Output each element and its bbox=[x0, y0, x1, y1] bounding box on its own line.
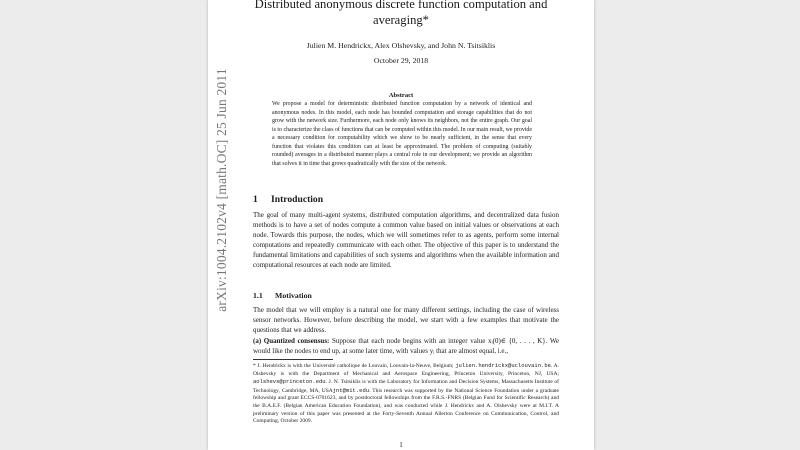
section-number: 1 bbox=[253, 194, 258, 205]
arxiv-identifier: arXiv:1004.2102v4 [math.OC] 25 Jun 2011 bbox=[214, 68, 229, 312]
quantized-consensus-paragraph bbox=[253, 337, 559, 357]
abstract-text: We propose a model for deterministic distributed function computation by a network of identical and anonymous nodes. In this model, each node has bounded computation and storage capabilities that do not grow with the network size. Furthermore, each node only knows its neighbors, not the entire graph. Our goal is to characterize the class of functions that can be computed within this model. In our main result, we provide a necessary condition for computability which we show to be nearly sufficient, in the sense that every function that violates this condition can at least be approximated. The problem of computing (suitably rounded) averages in a distributed manner plays a central role in our development; we provide an algorithm that solves it in time that grows quadratically with the size of the network. bbox=[272, 101, 532, 167]
footnote bbox=[253, 362, 559, 426]
footnote-part-2: . A. Olshevsky is with the Department of Mechanical and Aerospace Engineering, Princeton University, Princeton, NJ, USA; bbox=[253, 363, 559, 377]
subsection-title: Motivation bbox=[275, 291, 312, 300]
footnote-email-1: julien.hendrickx@uclouvain.be bbox=[455, 362, 551, 369]
section-title: Introduction bbox=[271, 194, 324, 205]
footnote-email-3: jnt@mit.edu bbox=[332, 386, 370, 394]
footnote-part-1: * J. Hendrickx is with the Université catholique de Louvain, Louvain-la-Neuve, Belgium; bbox=[253, 363, 456, 369]
quantized-label: (a) Quantized consensus: bbox=[253, 336, 330, 345]
authors: Julien M. Hendrickx, Alex Olshevsky, and John N. Tsitsiklis bbox=[306, 41, 496, 50]
subsection-number: 1.1 bbox=[253, 291, 263, 300]
paper-page bbox=[208, 0, 594, 450]
section-heading bbox=[253, 194, 323, 205]
abstract-heading: Abstract bbox=[388, 92, 414, 99]
footnote-part-3: . J. N. Tsitsiklis is with the Laboratory for Information and Decision Systems, Massachusetts Institute of Technology, Cambridge, MA, USA bbox=[253, 379, 559, 394]
date: October 29, 2018 bbox=[373, 56, 429, 65]
subsection-heading bbox=[253, 291, 312, 300]
title-line-1: Distributed anonymous discrete function computation and bbox=[254, 0, 548, 11]
paper-title bbox=[208, 0, 594, 28]
page-number: 1 bbox=[399, 441, 403, 449]
title-line-2: averaging* bbox=[373, 12, 429, 27]
footnote-rule bbox=[253, 359, 333, 360]
quantized-text: Suppose that each node begins with an integer value xᵢ(0)∈ {0, . . . , K}. We would like the nodes to end up, at some later time, with values yᵢ that are almost equal, i.e., bbox=[253, 336, 559, 355]
motivation-text bbox=[253, 306, 559, 357]
footnote-part-4: . This research was supported by the National Science Foundation under a graduate fellowship and grant ECCS-0701623, and by postdoctoral fellowships from the F.R.S.-FNRS (Belgian Fund for Scientific Research) and the B.A.E.F. (Belgian American Education Foundation), and was conducted while J. Hendrickx and A. Olshevsky were at M.I.T. A preliminary version of this paper was presented at the Forty-Seventh Annual Allerton Conference on Communication, Control, and Computing, October 2009. bbox=[253, 387, 559, 425]
intro-paragraph: The goal of many multi-agent systems, distributed computation algorithms, and decentralized data fusion methods is to have a set of nodes compute a common value based on initial values or observations at each node. Towards this purpose, the nodes, which we will sometimes refer to as agents, perform some internal computations and repeatedly communicate with each other. The objective of this paper is to understand the fundamental limitations and capabilities of such systems and algorithms when the available information and computational resources at each node are limited. bbox=[253, 211, 559, 269]
motivation-paragraph: The model that we will employ is a natural one for many different settings, including the case of wireless sensor networks. However, before describing the model, we start with a few examples that motivate the questions that we address. bbox=[253, 306, 559, 334]
footnote-email-2: aolshevs@princeton.edu bbox=[253, 378, 326, 386]
